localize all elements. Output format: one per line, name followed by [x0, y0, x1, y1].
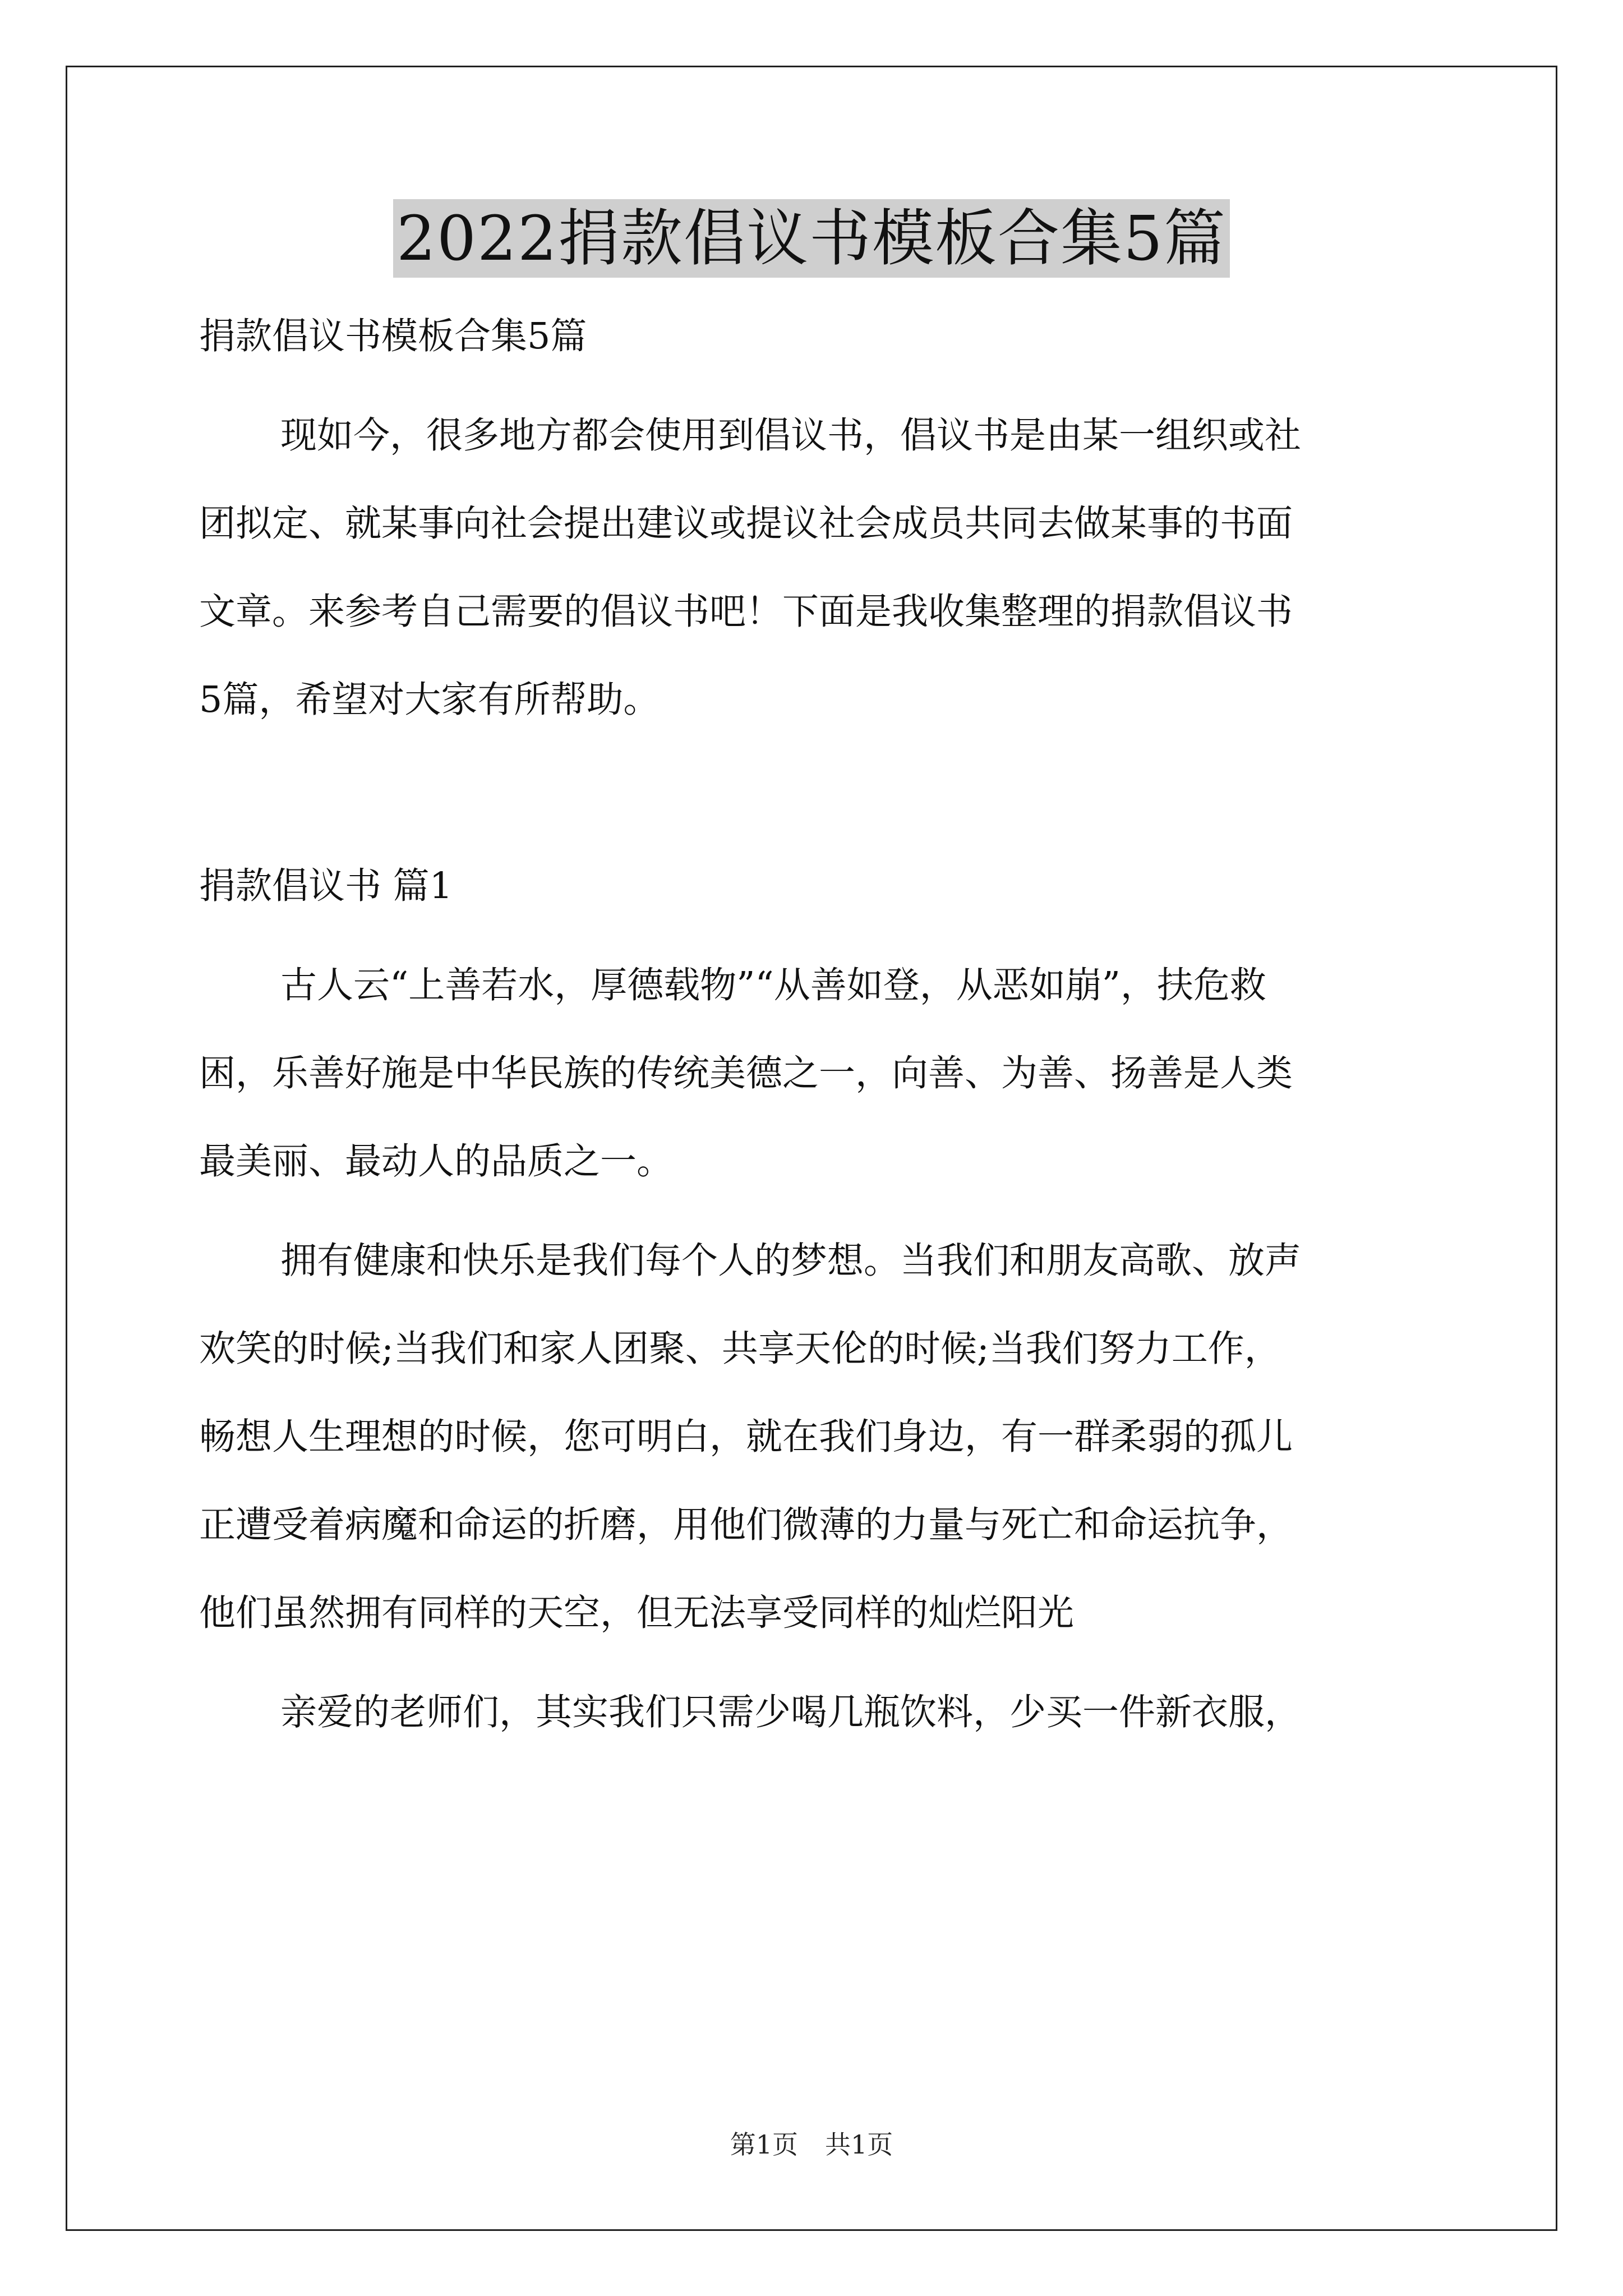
- paragraph-line: 他们虽然拥有同样的天空，但无法享受同样的灿烂阳光: [199, 1592, 1075, 1634]
- section-heading: 捐款倡议书 篇1: [199, 865, 453, 907]
- paragraph-line: 最美丽、最动人的品质之一。: [199, 1140, 674, 1182]
- document-title: 2022捐款倡议书模板合集5篇: [393, 199, 1230, 278]
- paragraph-line: 拥有健康和快乐是我们每个人的梦想。当我们和朋友高歌、放声: [280, 1240, 1302, 1282]
- paragraph-line: 正遭受着病魔和命运的折磨，用他们微薄的力量与死亡和命运抗争，: [199, 1504, 1293, 1546]
- paragraph-line: 5篇，希望对大家有所帮助。: [199, 679, 660, 721]
- document-body: [199, 314, 1438, 1735]
- title-container: [0, 199, 1623, 278]
- paragraph-line: 亲爱的老师们，其实我们只需少喝几瓶饮料，少买一件新衣服，: [280, 1691, 1302, 1733]
- paragraph-line: 欢笑的时候;当我们和家人团聚、共享天伦的时候;当我们努力工作，: [199, 1328, 1281, 1370]
- paragraph-line: 畅想人生理想的时候，您可明白，就在我们身边，有一群柔弱的孤儿: [199, 1416, 1293, 1458]
- paragraph-line: 文章。来参考自己需要的倡议书吧！下面是我收集整理的捐款倡议书: [199, 591, 1293, 633]
- page-footer: [0, 2129, 1623, 2160]
- paragraph-line: 困，乐善好施是中华民族的传统美德之一，向善、为善、扬善是人类: [199, 1052, 1293, 1094]
- paragraph-line: 团拟定、就某事向社会提出建议或提议社会成员共同去做某事的书面: [199, 503, 1293, 545]
- page-number-total: 共1页: [825, 2129, 893, 2160]
- subtitle: 捐款倡议书模板合集5篇: [199, 315, 587, 357]
- paragraph-line: 古人云“上善若水，厚德载物”“从善如登，从恶如崩”，扶危救: [280, 964, 1266, 1006]
- page-number-current: 第1页: [730, 2129, 798, 2160]
- paragraph-line: 现如今，很多地方都会使用到倡议书，倡议书是由某一组织或社: [280, 415, 1302, 457]
